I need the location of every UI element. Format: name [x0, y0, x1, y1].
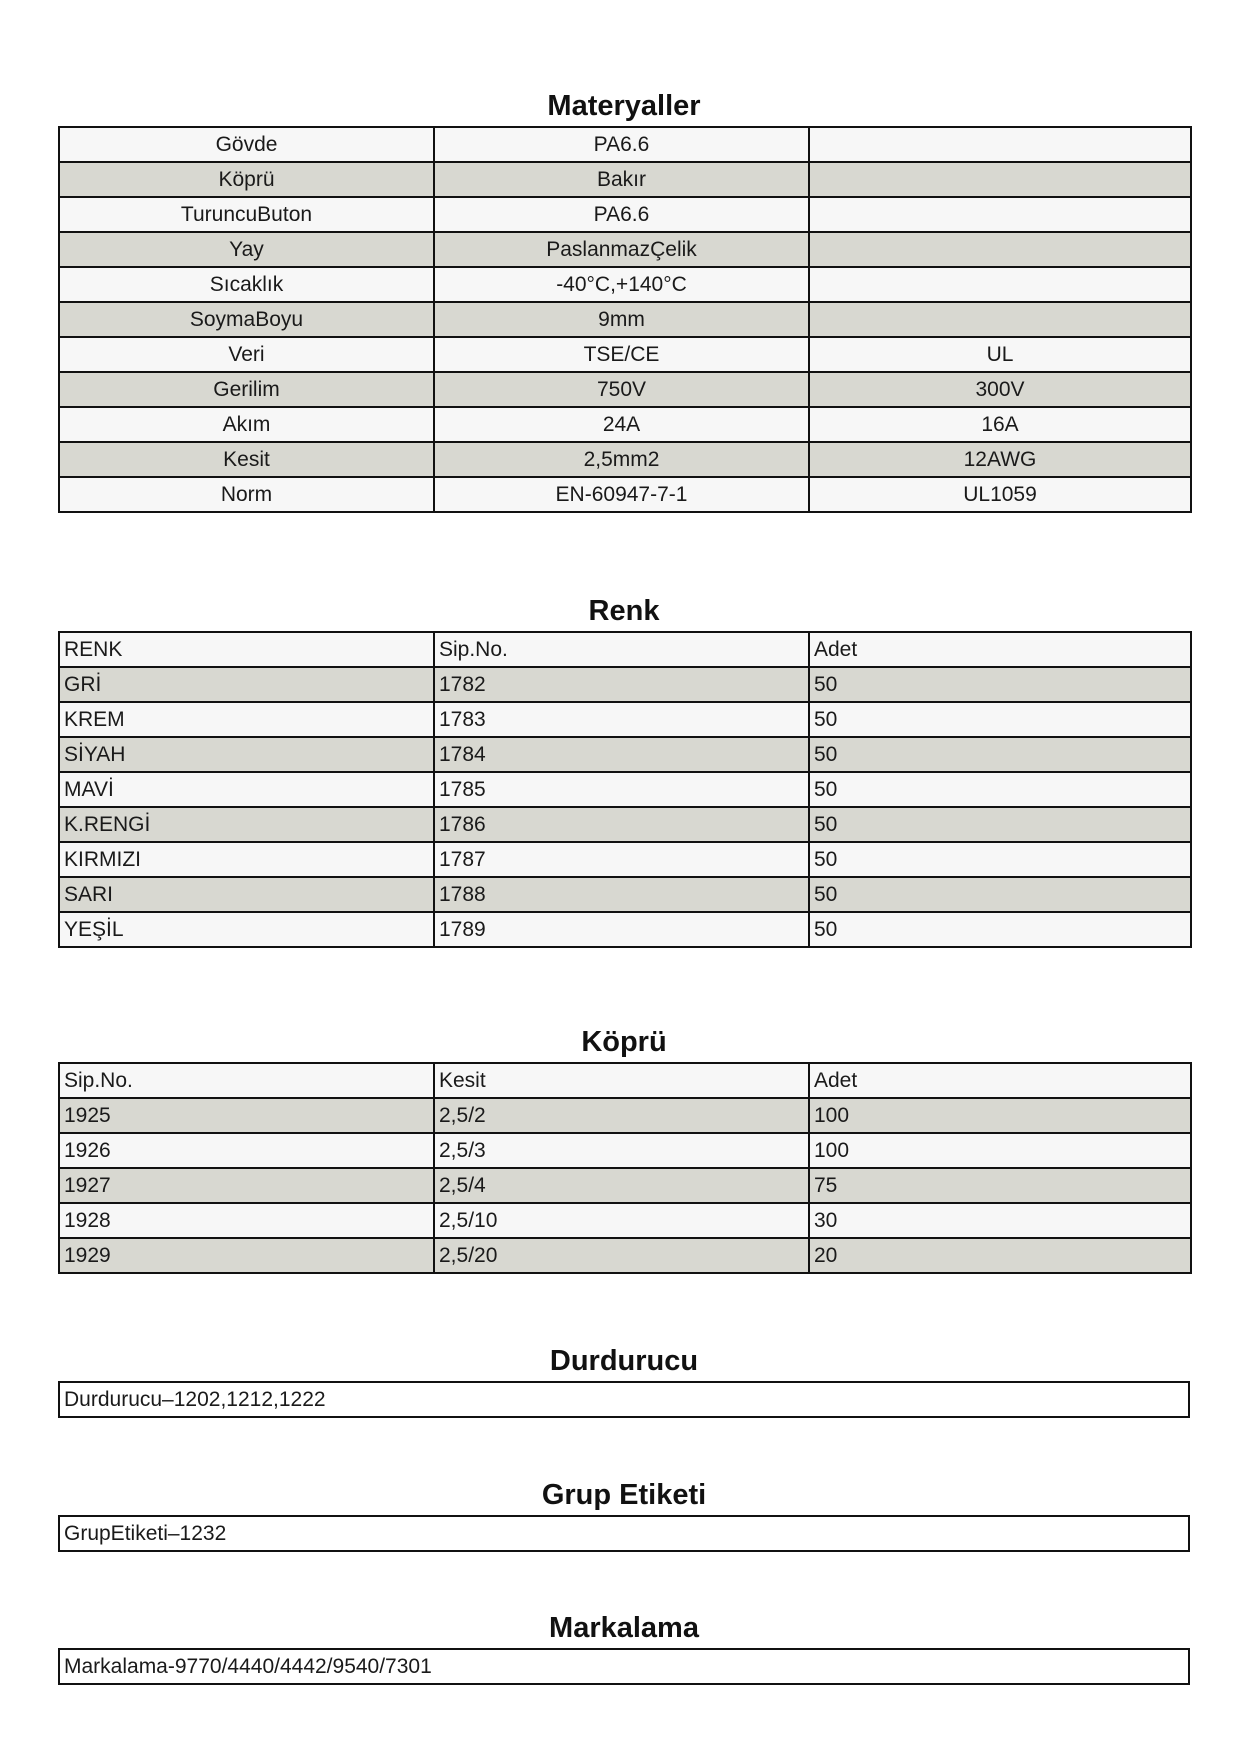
- kopru-row-cell: Adet: [809, 1063, 1191, 1098]
- kopru-row: [59, 1133, 1191, 1168]
- materyaller-row-cell: UL: [809, 337, 1191, 372]
- kopru-row-cell: 2,5/20: [434, 1238, 809, 1273]
- renk-row-cell: 1783: [434, 702, 809, 737]
- materyaller-row-cell: -40°C,+140°C: [434, 267, 809, 302]
- renk-row-cell: 50: [809, 772, 1191, 807]
- materyaller-row: [59, 477, 1191, 512]
- renk-row-cell: 50: [809, 877, 1191, 912]
- renk-row-cell: 1785: [434, 772, 809, 807]
- renk-row: [59, 737, 1191, 772]
- section-title-renk: Renk: [588, 595, 660, 627]
- renk-row-cell: 1784: [434, 737, 809, 772]
- markalama-value: Markalama-9770/4440/4442/9540/7301: [59, 1649, 1189, 1684]
- kopru-row-cell: 75: [809, 1168, 1191, 1203]
- materyaller-row-cell: [809, 162, 1191, 197]
- kopru-row-cell: 30: [809, 1203, 1191, 1238]
- grup-etiketi-value: GrupEtiketi–1232: [59, 1516, 1189, 1551]
- renk-row-cell: 1787: [434, 842, 809, 877]
- materyaller-row-cell: 2,5mm2: [434, 442, 809, 477]
- materyaller-row: [59, 302, 1191, 337]
- kopru-row: [59, 1203, 1191, 1238]
- materyaller-row-cell: 16A: [809, 407, 1191, 442]
- renk-row-cell: KREM: [59, 702, 434, 737]
- renk-row: [59, 877, 1191, 912]
- materyaller-row-cell: 12AWG: [809, 442, 1191, 477]
- materyaller-row-cell: UL1059: [809, 477, 1191, 512]
- renk-row-cell: Sip.No.: [434, 632, 809, 667]
- kopru-row-cell: 2,5/3: [434, 1133, 809, 1168]
- kopru-row-cell: 1929: [59, 1238, 434, 1273]
- materyaller-row-cell: PA6.6: [434, 197, 809, 232]
- materyaller-row-cell: 750V: [434, 372, 809, 407]
- kopru-table: [58, 1062, 1192, 1274]
- kopru-row-cell: Kesit: [434, 1063, 809, 1098]
- materyaller-row: [59, 372, 1191, 407]
- renk-row: [59, 702, 1191, 737]
- materyaller-row-cell: Veri: [59, 337, 434, 372]
- materyaller-row-cell: [809, 267, 1191, 302]
- kopru-row-cell: 1928: [59, 1203, 434, 1238]
- renk-row-cell: 50: [809, 807, 1191, 842]
- renk-row-cell: MAVİ: [59, 772, 434, 807]
- renk-row-cell: GRİ: [59, 667, 434, 702]
- renk-row-cell: Adet: [809, 632, 1191, 667]
- section-title-materyaller: Materyaller: [547, 90, 701, 122]
- materyaller-row: [59, 337, 1191, 372]
- renk-row-cell: 1788: [434, 877, 809, 912]
- durdurucu-table: [58, 1381, 1190, 1418]
- kopru-row-cell: 100: [809, 1098, 1191, 1133]
- materyaller-row: [59, 232, 1191, 267]
- renk-row-cell: 1786: [434, 807, 809, 842]
- section-title-markalama: Markalama: [549, 1612, 699, 1644]
- renk-row-cell: 50: [809, 842, 1191, 877]
- kopru-row-cell: 1927: [59, 1168, 434, 1203]
- kopru-row-cell: 2,5/4: [434, 1168, 809, 1203]
- materyaller-row: [59, 267, 1191, 302]
- kopru-row-cell: 2,5/2: [434, 1098, 809, 1133]
- renk-row-cell: 50: [809, 702, 1191, 737]
- kopru-row: [59, 1238, 1191, 1273]
- materyaller-row-cell: Sıcaklık: [59, 267, 434, 302]
- renk-row-cell: 50: [809, 912, 1191, 947]
- kopru-row-cell: Sip.No.: [59, 1063, 434, 1098]
- renk-row-cell: YEŞİL: [59, 912, 434, 947]
- materyaller-row-cell: TuruncuButon: [59, 197, 434, 232]
- section-title-durdurucu: Durdurucu: [549, 1345, 699, 1377]
- renk-row-cell: 1782: [434, 667, 809, 702]
- renk-row-cell: 50: [809, 667, 1191, 702]
- grup-etiketi-table: [58, 1515, 1190, 1552]
- renk-row: [59, 772, 1191, 807]
- section-title-grup-etiketi: Grup Etiketi: [541, 1479, 707, 1511]
- materyaller-row-cell: EN-60947-7-1: [434, 477, 809, 512]
- materyaller-row-cell: [809, 302, 1191, 337]
- kopru-row: [59, 1098, 1191, 1133]
- kopru-row: [59, 1063, 1191, 1098]
- materyaller-row-cell: Kesit: [59, 442, 434, 477]
- kopru-row-cell: 1925: [59, 1098, 434, 1133]
- renk-row-cell: SİYAH: [59, 737, 434, 772]
- section-title-kopru: Köprü: [581, 1026, 667, 1058]
- materyaller-row-cell: [809, 232, 1191, 267]
- renk-row: [59, 632, 1191, 667]
- durdurucu-value: Durdurucu–1202,1212,1222: [59, 1382, 1189, 1417]
- renk-row-cell: K.RENGİ: [59, 807, 434, 842]
- materyaller-row-cell: Gövde: [59, 127, 434, 162]
- materyaller-row: [59, 162, 1191, 197]
- materyaller-row-cell: [809, 197, 1191, 232]
- kopru-row: [59, 1168, 1191, 1203]
- renk-row-cell: 1789: [434, 912, 809, 947]
- renk-row: [59, 912, 1191, 947]
- materyaller-row-cell: Bakır: [434, 162, 809, 197]
- materyaller-row-cell: Yay: [59, 232, 434, 267]
- materyaller-row-cell: 24A: [434, 407, 809, 442]
- materyaller-row-cell: PaslanmazÇelik: [434, 232, 809, 267]
- markalama-table: [58, 1648, 1190, 1685]
- renk-row-cell: 50: [809, 737, 1191, 772]
- materyaller-row-cell: [809, 127, 1191, 162]
- materyaller-row-cell: 9mm: [434, 302, 809, 337]
- materyaller-row: [59, 127, 1191, 162]
- materyaller-row: [59, 407, 1191, 442]
- materyaller-row-cell: 300V: [809, 372, 1191, 407]
- materyaller-row-cell: SoymaBoyu: [59, 302, 434, 337]
- renk-row: [59, 807, 1191, 842]
- materyaller-row-cell: PA6.6: [434, 127, 809, 162]
- materyaller-row-cell: TSE/CE: [434, 337, 809, 372]
- kopru-row-cell: 1926: [59, 1133, 434, 1168]
- materyaller-row-cell: Köprü: [59, 162, 434, 197]
- renk-table: [58, 631, 1192, 948]
- materyaller-row-cell: Akım: [59, 407, 434, 442]
- renk-row-cell: RENK: [59, 632, 434, 667]
- kopru-row-cell: 100: [809, 1133, 1191, 1168]
- renk-row: [59, 842, 1191, 877]
- materyaller-row: [59, 442, 1191, 477]
- renk-row-cell: SARI: [59, 877, 434, 912]
- materyaller-table: [58, 126, 1192, 513]
- renk-row-cell: KIRMIZI: [59, 842, 434, 877]
- materyaller-row-cell: Norm: [59, 477, 434, 512]
- materyaller-row: [59, 197, 1191, 232]
- materyaller-row-cell: Gerilim: [59, 372, 434, 407]
- kopru-row-cell: 20: [809, 1238, 1191, 1273]
- renk-row: [59, 667, 1191, 702]
- kopru-row-cell: 2,5/10: [434, 1203, 809, 1238]
